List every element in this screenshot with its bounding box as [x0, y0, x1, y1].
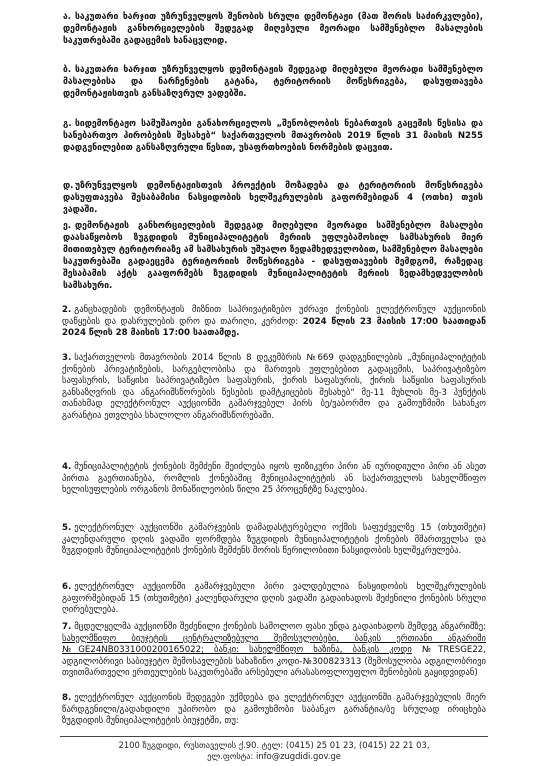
bank-account-details: სახელმწიფო ბიუჯეტის ცენტრალიზებული შემოსულობები, ბანკის ერთიანი ანგარიში №GE24NB0331000200165022; ბანკი: სახელმწიფო ხაზინა, ბანკის კოდი	[62, 633, 486, 656]
paragraph-4	[62, 462, 486, 497]
paragraph-number: 4.	[62, 462, 72, 472]
footer-divider	[60, 736, 488, 737]
sub-item-text: სიდემონტაჟო სამუშაოები განახორციელოს „შენობლობის ნებართვის გაცემის წესისა და სანებართვო პირობების შესახებ“ საქართველოს მთავრობის 2019 წლის 31 მაისის N255 დადგენილებით განსაზღვრული წესით, უსაფრთხოების ნორმების დაცვით.	[63, 119, 483, 153]
paragraph-text: მცდელყელმა აუქციონში შეძენილი ქონების სამოლოო ფასი უნდა გადაიხადოს შემდეგ ანგარიშზე:	[74, 622, 486, 632]
paragraph-text: საქართველოს მთავრობის 2014 წლის 8 დეკემბრის №669 დადგენილების „მუნიციპალიტეტის ქონების პრივატიზების, სარგებლობისა და მართვის უფლებებით გადაცემის, საპრივატიზებო საფასურის, საწყისი საპრივატიზებო საფასურის, ქირის საფასურის, ქირის საწყისი საფასურის განსაზღვრის და ანგარიშსწორების წესების დამტკიცების შესახებ“ მე-11 მუხლის მე-3 პუნქტის თანახმად ელექტრონულ აუქციონში გამარჯვებულ პირს ბე/ვაბორმო და გამოუზმიმი სახანკო გარანტია ეთვლება სხალოლო ანგარიშსწორებაში.	[62, 353, 486, 421]
paragraph-text: ელექტრონულ აუქციონში გამარჯვების დამადასტურებელი ოქმის საფუძველზე 15 (თხუთმეტი) კალენდარული დღის ვადაში ფორმდება ზუგდიდის მუნიციპალიტეტის ქონების მშართველსა და ზუგდიდის მუნიციპალიტეტის ქონების შემძენს შორის წერილობითი ნასყიდობის ხელშეკრულება.	[62, 523, 486, 557]
paragraph-2	[62, 305, 486, 340]
sub-item-marker: ა.	[63, 12, 72, 22]
sub-item-marker: გ.	[63, 119, 72, 129]
sub-item-e	[63, 220, 483, 292]
sub-item-text: უზრუნველყოს დემონტაჟისთვის პროექტის მოზადება და ტერიტორიის მოწესრიგება დასუფთავება შესაბამისი ნასყიდობის ხელშეკრულების გაფორმებიდან 4 (ოთხი) თვის ვადაში.	[63, 181, 483, 215]
sub-item-marker: ბ.	[63, 65, 72, 75]
footer-email: ელ.ფოსტა: info@zugdidi.gov.ge	[207, 751, 341, 761]
paragraph-3	[62, 353, 486, 423]
paragraph-number: 5.	[62, 523, 72, 533]
sub-item-b	[63, 64, 483, 100]
auction-period: 2024 წლის 23 მაისის 17:00 საათიდან 2024 წლის 28 მაისის 17:00 საათამდე.	[62, 316, 486, 339]
sub-item-text: საკუთარი ხარჯით უზრუნველყოს დემონტაჟის შედეგად მიღებული მეორადი სამშენებლო მასალებისა და ნარჩენების გატანა, ტერიტორიის მოწესრიგება, დასუფთავება დემონტაჟისთვის განსაზღვრულ ვადებში.	[63, 65, 483, 99]
sub-item-c	[63, 118, 483, 154]
sub-item-a	[63, 11, 483, 47]
footer-address: 2100 ზუგდიდი, რუსთაველის ქ.90. ტელ: (0415) 25 01 23, (0415) 22 21 03,	[118, 740, 430, 750]
sub-item-marker: ე.	[63, 221, 72, 231]
sub-item-marker: დ.	[63, 181, 74, 191]
paragraph-7	[62, 622, 486, 680]
sub-item-text: საკუთარი ხარჯით უზრუნველყოს შენობის სრული დემონტაჟი (მათ შორის საძირკვლები), დემონტაჟის განხორციელების შედეგად მიღებული მეორადი სამშენებლო მასალების საკუთრებაში გადაცემის ხანაცვლიდ.	[63, 12, 483, 46]
paragraph-number: 7.	[62, 622, 72, 632]
paragraph-text: ელექტრონულ აუქციონში გამარჯვებული პირი ვალდებულია ნასყიდობის ხელშეკრულების გაფორმებიდან 15 (თხუთმეტი) კალენდარული დღის ვადაში გადაიხადოს შეძენილი ქონების სრული ღირებულება.	[62, 582, 486, 616]
paragraph-number: 2.	[62, 305, 72, 315]
paragraph-number: 6.	[62, 582, 72, 592]
paragraph-8	[62, 693, 486, 728]
paragraph-6	[62, 582, 486, 617]
paragraph-text: მუნიციპალიტეტის ქონების შემძენი შეიძლება იყოს ფიზიკური პირი ან იურიდიული პირი ან ასეთ პირთა გაერთიანება, რომლის ქონებაშიც მუნიციპალიტეტის ან საქართველოს სახელმწიფო ხელისუფლების ორგანოს მონაწილეობის წილი 25 პროცენტზე ნაკლებია.	[62, 462, 486, 496]
paragraph-text-tail: №TRESGE22, ადგილობრივი საბიუჯეტო შემოსავლების სახაზინო კოდი-№300823313 (შემოსულობა ადგილობრივი თვითმართველი ერთეულების საკუთრებაში არსებული არასასოფლოუფლო შენობების გაყიდვიდან)	[62, 645, 487, 679]
paragraph-5	[62, 523, 486, 558]
sub-item-text: დემონტაჟის განხორციელების შედეგად მიღებული მეორადი სამშენებლო მასალები დაასაწყობოს ზუგდიდის მუნიციპალიტეტის მერიის უფლებამოსილ სამსახურის მიერ მითითებულ ტერიტორიაზე ამ სამსახურის უშუალო ზედამხედველობით, სამშენებლო მასალები საკუთრებაში გადაეცემა ტერიტორიის მოწესრიგება - დასუფთავების შემდგომ, რაზედაც შესაბამის აქტს გააფორმებს ზუგდიდის მუნიციპალიტეტის მერიის ზედამხედველობის სამსახური.	[63, 221, 483, 291]
paragraph-text: განცხადების დემონტაჟის მიზნით საპრივატიზებო უძრავი ქონების ელექტრონულ აუქციონის დაწყების და დასრულების დრო და თარიღი, კერძოდ:	[62, 305, 486, 327]
paragraph-text: ელექტრონულ აუქციონის შედეგები უქმდება და ელექტრონულ აუქციონში გამარჯვებულის მიერ წარდგენილი/გადახდილი უპირობო და გამოუხმობი საბანკო გარანტია/ბე სრულად ირიცხება ზუგდიდის მუნიციპალიტეტის ბიუჯეტში, თუ:	[62, 693, 486, 727]
sub-item-d	[63, 180, 483, 216]
paragraph-number: 8.	[62, 693, 72, 703]
paragraph-number: 3.	[62, 353, 72, 363]
